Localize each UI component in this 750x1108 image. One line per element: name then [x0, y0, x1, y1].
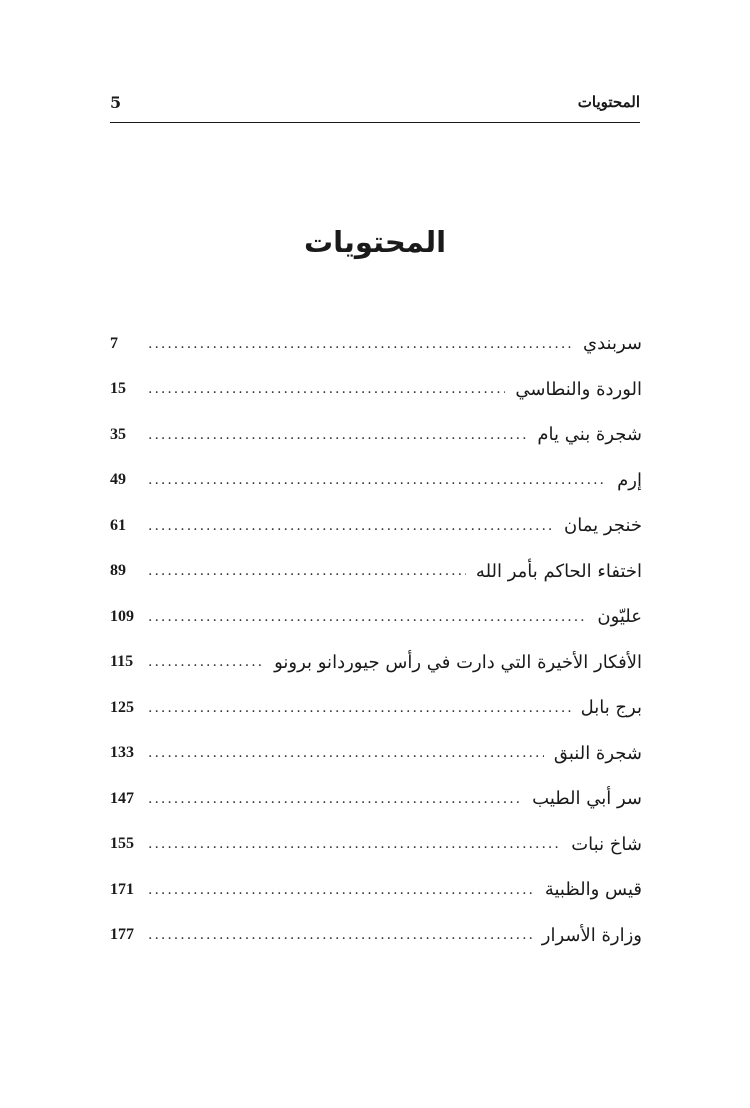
toc-entry-page: 171: [110, 880, 134, 898]
toc-entry-title: شجرة بني يام: [537, 424, 642, 446]
toc-entry: [110, 822, 642, 868]
toc-entry-page: 61: [110, 516, 126, 534]
toc-entry-title: برج بابل: [580, 697, 642, 719]
toc-dot-leader: [148, 836, 561, 852]
toc-entry-page: 89: [110, 562, 126, 580]
toc-entry-title: شاخ نبات: [571, 833, 642, 855]
toc-entry-page: 177: [110, 926, 134, 944]
toc-dot-leader: [148, 700, 571, 716]
toc-dot-leader: [148, 609, 587, 625]
toc-entry-page: 15: [110, 380, 126, 398]
toc-entry: [110, 640, 642, 686]
toc-dot-leader: [148, 427, 527, 443]
toc-dot-leader: [148, 882, 535, 898]
toc-dot-leader: [148, 518, 554, 534]
toc-entry-page: 35: [110, 425, 126, 443]
toc-entry: [110, 458, 642, 504]
toc-entry-title: قيس والظبية: [544, 879, 642, 901]
table-of-contents: [110, 321, 642, 958]
toc-entry: [110, 503, 642, 549]
toc-entry-page: 7: [110, 334, 118, 352]
toc-entry: [110, 731, 642, 777]
toc-dot-leader: [148, 927, 532, 943]
toc-entry-title: عليّون: [597, 606, 642, 628]
toc-entry: [110, 412, 642, 458]
toc-dot-leader: [148, 745, 544, 761]
running-header-title: المحتويات: [577, 93, 640, 111]
toc-entry-title: وزارة الأسرار: [541, 924, 642, 946]
toc-entry-title: سر أبي الطيب: [532, 788, 642, 810]
toc-entry-title: الأفكار الأخيرة التي دارت في رأس جيوردانو برونو: [274, 651, 642, 673]
toc-entry-title: شجرة النبق: [553, 742, 642, 764]
running-header-page-number: 5: [110, 93, 122, 112]
toc-entry-page: 49: [110, 471, 126, 489]
toc-entry-page: 133: [110, 744, 134, 762]
toc-entry: [110, 594, 642, 640]
toc-entry-title: سربندي: [583, 333, 642, 355]
toc-entry-page: 109: [110, 607, 134, 625]
toc-entry: [110, 549, 642, 595]
toc-entry-title: إرم: [617, 469, 642, 491]
toc-entry-page: 155: [110, 835, 134, 853]
toc-entry-page: 115: [110, 653, 134, 671]
toc-dot-leader: [148, 472, 607, 488]
toc-entry: [110, 685, 642, 731]
toc-dot-leader: [148, 381, 505, 397]
toc-entry-page: 125: [110, 698, 134, 716]
toc-entry: [110, 776, 642, 822]
toc-entry-title: اختفاء الحاكم بأمر الله: [475, 560, 642, 582]
toc-entry-title: خنجر يمان: [564, 515, 642, 537]
toc-entry: [110, 367, 642, 413]
toc-entry-page: 147: [110, 789, 134, 807]
toc-dot-leader: [148, 791, 522, 807]
page-title: المحتويات: [303, 225, 447, 259]
toc-dot-leader: [148, 654, 264, 670]
toc-dot-leader: [148, 336, 573, 352]
toc-entry: [110, 913, 642, 959]
toc-entry: [110, 321, 642, 367]
running-header: [110, 93, 640, 123]
toc-entry: [110, 867, 642, 913]
toc-dot-leader: [148, 563, 466, 579]
toc-entry-title: الوردة والنطاسي: [515, 378, 642, 400]
